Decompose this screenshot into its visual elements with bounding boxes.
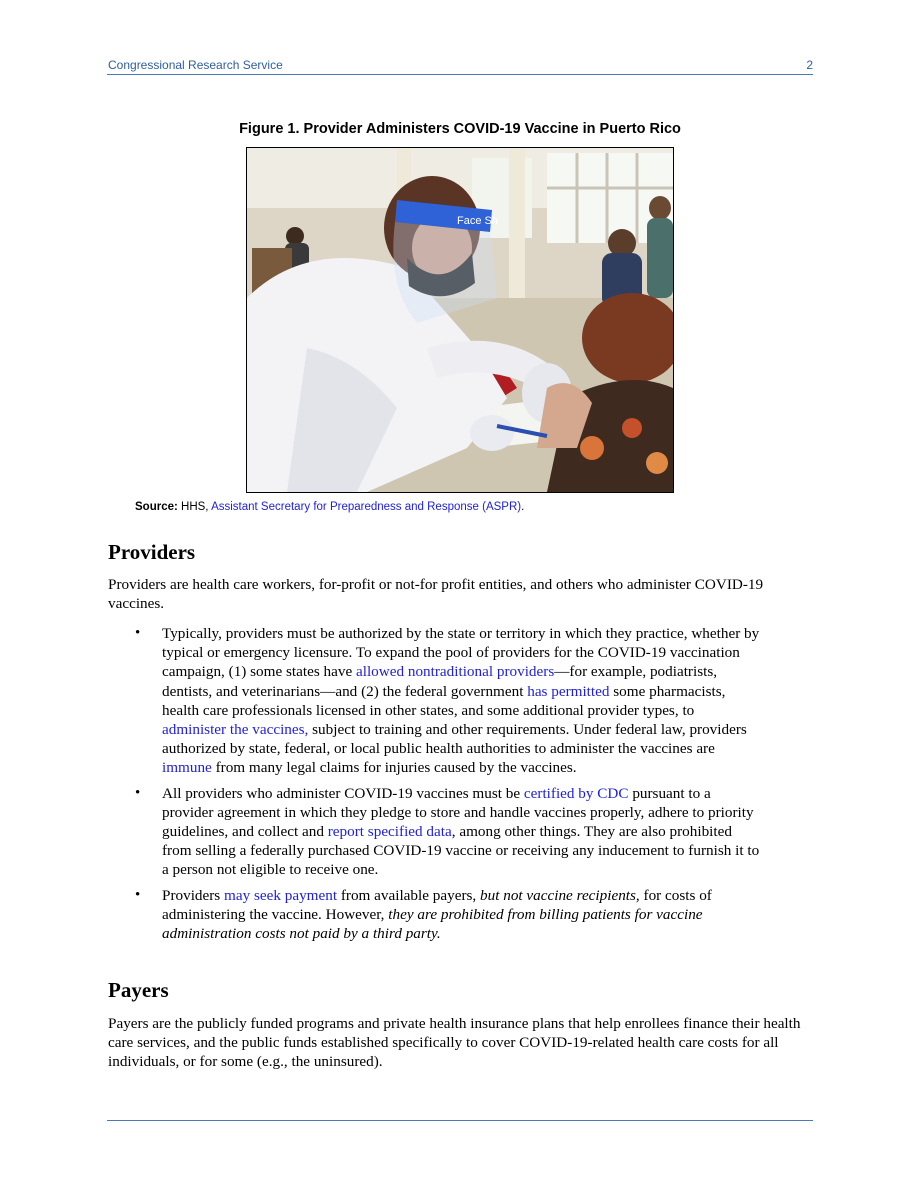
bullet3-italic2: they are prohibited from billing patients for vaccine administration costs not paid by a third party. [162,905,703,943]
footer-divider [107,1120,813,1121]
bullet1-text4: subject to training and other requirements. Under federal law, providers authorized by state, federal, or local public health authorities to administer the vaccines are [162,721,747,758]
link-has-permitted[interactable]: has permitted [527,682,610,700]
bullet1-text5: from many legal claims for injuries caused by the vaccines. [211,759,577,777]
bullet1-text1: Typically, providers must be authorized by the state or territory in which they practice, whether by typical or emergency licensure. To expand the pool of providers for the COVID-19 vaccination campaign, (1) some states have [162,625,760,681]
bullet2-text3: , among other things. They are also prohibited from selling a federally purchased COVID-19 vaccine or receiving any inducement to furnish it to a person not eligible to receive one. [162,823,760,879]
link-certified-by-cdc[interactable]: certified by CDC [523,784,629,802]
source-end: . [521,501,525,513]
source-text: HHS, [181,501,209,513]
page-header [107,58,813,75]
providers-bullet-list [162,624,762,949]
link-immune[interactable]: immune [162,759,212,777]
source-label: Source: [135,501,178,513]
payers-text: Payers are the publicly funded programs and private health insurance plans that help enrollees finance their health care services, and the public funds established specifically to cover COVID-19-related health care costs for all individuals, or for some (e.g., the uninsured). [108,1015,801,1071]
bullet3-text2: from available payers, [337,886,481,904]
link-may-seek-payment[interactable]: may seek payment [224,886,338,904]
vaccination-photo [246,147,674,493]
bullet1-text2: —for example, podiatrists, dentists, and veterinarians—and (2) the federal government [162,663,718,700]
header-org: Congressional Research Service [108,58,283,72]
payers-heading: Payers [108,978,169,1002]
bullet1-text3: some pharmacists, health care professionals licensed in other states, and some additional provider types, to [162,682,726,719]
source-link-aspr[interactable]: Assistant Secretary for Preparedness and Response (ASPR) [211,501,522,513]
bullet2-text2: pursuant to a provider agreement in which they pledge to store and handle vaccines properly, adhere to priority guidelines, and collect and [162,784,754,841]
vaccination-photo-illustration [247,148,673,492]
figure-title: Figure 1. Provider Administers COVID-19 Vaccine in Puerto Rico [239,121,681,137]
list-item [162,624,762,778]
figure-source [135,501,524,513]
bullet2-text1: All providers who administer COVID-19 vaccines must be [162,784,524,802]
shield-label: Face Sh [457,215,498,227]
bullet3-italic1: but not vaccine recipients [480,886,636,904]
bullet3-text1: Providers [162,886,225,904]
list-item [162,886,762,944]
link-allowed-nontraditional-providers[interactable]: allowed nontraditional providers [356,663,555,681]
list-item [162,784,762,880]
providers-intro: Providers are health care workers, for-profit or not-for profit entities, and others who administer COVID-19 vaccines. [108,576,764,613]
bullet3-text3: , for costs of administering the vaccine. However, [162,886,712,923]
link-administer-the-vaccines[interactable]: administer the vaccines, [162,721,309,739]
providers-heading: Providers [108,540,196,564]
link-report-specified-data[interactable]: report specified data [327,823,452,841]
page-number: 2 [806,58,813,72]
